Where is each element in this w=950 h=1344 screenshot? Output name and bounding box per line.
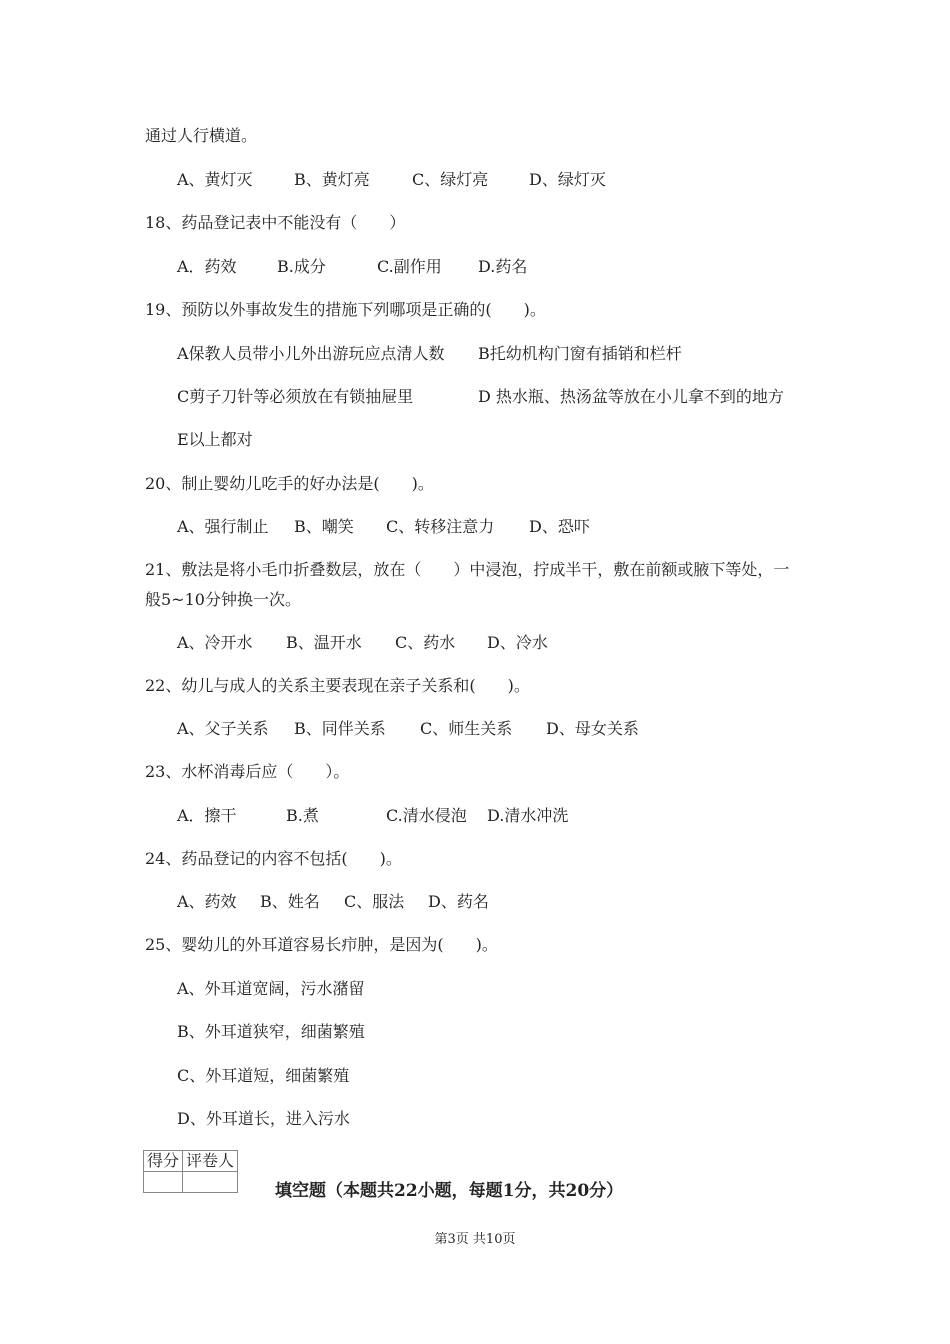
question-17-tail: 通过人行横道。 [145, 126, 258, 145]
q25-option-a: A、外耳道宽阔，污水潴留 [177, 979, 365, 998]
q18-option-d: D.药名 [478, 257, 528, 276]
q17-option-a: A、黄灯灭 [177, 170, 253, 189]
q23-option-a: A．擦干 [177, 806, 237, 825]
q21-option-b: B、温开水 [286, 633, 362, 652]
q23-option-c: C.清水侵泡 [386, 806, 467, 825]
q17-option-d: D、绿灯灭 [529, 170, 606, 189]
score-cell [144, 1172, 183, 1193]
question-25: 25、婴幼儿的外耳道容易长疖肿，是因为( )。 [145, 935, 498, 954]
question-21-line1: 21、敷法是将小毛巾折叠数层，放在（ ）中浸泡，拧成半干，敷在前额或腋下等处，一 [145, 560, 790, 579]
q21-option-a: A、冷开水 [177, 633, 253, 652]
q20-option-a: A、强行制止 [177, 517, 269, 536]
q22-option-a: A、父子关系 [177, 719, 269, 738]
q24-option-d: D、药名 [428, 892, 489, 911]
question-22: 22、幼儿与成人的关系主要表现在亲子关系和( )。 [145, 676, 530, 695]
q21-option-c: C、药水 [395, 633, 456, 652]
q19-option-b: B托幼机构门窗有插销和栏杆 [478, 344, 682, 363]
q17-option-b: B、黄灯亮 [294, 170, 370, 189]
q24-option-c: C、服法 [344, 892, 405, 911]
q24-option-a: A、药效 [177, 892, 237, 911]
q18-option-b: B.成分 [277, 257, 326, 276]
q19-option-c: C剪子刀针等必须放在有锁抽屉里 [177, 387, 414, 406]
q25-option-d: D、外耳道长，进入污水 [177, 1109, 350, 1128]
q22-option-c: C、师生关系 [420, 719, 513, 738]
score-box [143, 1150, 238, 1193]
page-footer: 第3页 共10页 [434, 1232, 516, 1247]
q18-option-a: A．药效 [177, 257, 237, 276]
question-23: 23、水杯消毒后应（ ）。 [145, 762, 350, 781]
question-20: 20、制止婴幼儿吃手的好办法是( )。 [145, 474, 434, 493]
question-19: 19、预防以外事故发生的措施下列哪项是正确的( )。 [145, 300, 546, 319]
q17-option-c: C、绿灯亮 [412, 170, 489, 189]
grader-cell [183, 1172, 238, 1193]
q19-option-d: D 热水瓶、热汤盆等放在小儿拿不到的地方 [478, 387, 784, 406]
q25-option-c: C、外耳道短，细菌繁殖 [177, 1066, 350, 1085]
question-18: 18、药品登记表中不能没有（ ） [145, 213, 406, 232]
q19-option-e: E以上都对 [177, 430, 253, 449]
q23-option-d: D.清水冲洗 [487, 806, 569, 825]
q25-option-b: B、外耳道狭窄，细菌繁殖 [177, 1022, 365, 1041]
q20-option-d: D、恐吓 [529, 517, 590, 536]
q21-option-d: D、冷水 [487, 633, 548, 652]
q24-option-b: B、姓名 [260, 892, 320, 911]
grader-header: 评卷人 [183, 1151, 238, 1172]
q20-option-b: B、嘲笑 [294, 517, 354, 536]
q22-option-b: B、同伴关系 [294, 719, 386, 738]
q22-option-d: D、母女关系 [546, 719, 639, 738]
question-24: 24、药品登记的内容不包括( )。 [145, 849, 402, 868]
question-21-line2: 般5~10分钟换一次。 [145, 590, 301, 609]
q23-option-b: B.煮 [286, 806, 319, 825]
q18-option-c: C.副作用 [377, 257, 442, 276]
section-title: 填空题（本题共22小题，每题1分，共20分） [275, 1181, 624, 1201]
q20-option-c: C、转移注意力 [386, 517, 495, 536]
q19-option-a: A保教人员带小儿外出游玩应点清人数 [177, 344, 445, 363]
score-header: 得分 [144, 1151, 183, 1172]
